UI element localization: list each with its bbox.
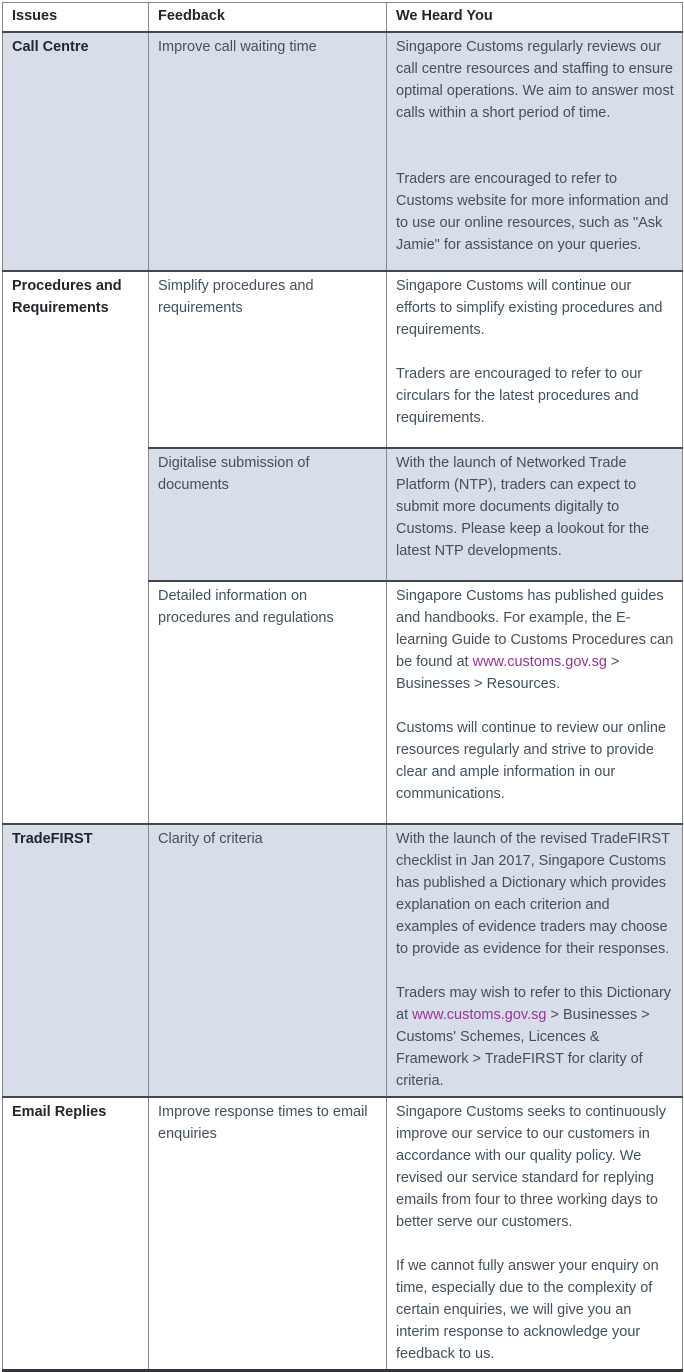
feedback-cell [149, 824, 387, 1097]
feedback-cell [149, 32, 387, 271]
paragraph: With the launch of the revised TradeFIRST checklist in Jan 2017, Singapore Customs has published a Dictionary which provides explanation on each criterion and examples of evidence traders may choose to provide as evidence for their responses. [396, 831, 670, 957]
paragraph: Improve call waiting time [158, 39, 317, 55]
customs-website-link[interactable]: www.customs.gov.sg [472, 654, 607, 670]
feedback-cell [149, 448, 387, 581]
paragraph: Simplify procedures and requirements [158, 278, 314, 316]
paragraph: Detailed information on procedures and regulations [158, 588, 334, 626]
paragraph: Traders may wish to refer to this Dictionary at www.customs.gov.sg > Businesses > Customs' Schemes, Licences & Framework > TradeFIRST for clarity of criteria. [396, 985, 672, 1089]
table-body [3, 32, 683, 1371]
header-row [3, 3, 683, 33]
response-cell [387, 581, 683, 824]
blank-line [396, 124, 674, 146]
table-row [3, 824, 683, 1097]
blank-line [396, 341, 674, 363]
paragraph: Singapore Customs has published guides and handbooks. For example, the E-learning Guide to Customs Procedures can be found at www.customs.gov.sg > Businesses > Resources. [396, 588, 674, 692]
paragraph: Singapore Customs seeks to continuously improve our service to our customers in accordance with our quality policy. We revised our service standard for replying emails from four to three working days to better serve our customers. [396, 1104, 667, 1230]
response-cell [387, 824, 683, 1097]
paragraph: Traders are encouraged to refer to Customs website for more information and to use our online resources, such as "Ask Jamie" for assistance on your queries. [396, 171, 669, 253]
table-row [3, 32, 683, 271]
response-cell [387, 271, 683, 448]
column-header-feedback: Feedback [149, 3, 387, 33]
response-cell [387, 32, 683, 271]
blank-line [396, 960, 674, 982]
blank-line [396, 1233, 674, 1255]
feedback-cell [149, 271, 387, 448]
response-cell [387, 448, 683, 581]
blank-line [396, 695, 674, 717]
blank-line [396, 146, 674, 168]
table-row [3, 1097, 683, 1371]
paragraph: Clarity of criteria [158, 831, 263, 847]
issue-cell: Procedures and Requirements [3, 271, 149, 824]
issue-cell: TradeFIRST [3, 824, 149, 1097]
paragraph: Traders are encouraged to refer to our circulars for the latest procedures and requirements. [396, 366, 643, 426]
table-row [3, 271, 683, 448]
paragraph: Customs will continue to review our online resources regularly and strive to provide clear and ample information in our communications. [396, 720, 666, 802]
paragraph: Improve response times to email enquiries [158, 1104, 368, 1142]
column-header-issues: Issues [3, 3, 149, 33]
paragraph: Singapore Customs will continue our efforts to simplify existing procedures and requirements. [396, 278, 663, 338]
issue-cell: Call Centre [3, 32, 149, 271]
customs-website-link[interactable]: www.customs.gov.sg [412, 1007, 547, 1023]
column-header-we-heard-you: We Heard You [387, 3, 683, 33]
feedback-cell [149, 1097, 387, 1371]
feedback-table [2, 2, 683, 1372]
paragraph: If we cannot fully answer your enquiry on time, especially due to the complexity of certain enquiries, we will give you an interim response to acknowledge your feedback to us. [396, 1258, 659, 1362]
paragraph: Singapore Customs regularly reviews our call centre resources and staffing to ensure optimal operations. We aim to answer most calls within a short period of time. [396, 39, 674, 121]
feedback-cell [149, 581, 387, 824]
paragraph: With the launch of Networked Trade Platform (NTP), traders can expect to submit more documents digitally to Customs. Please keep a lookout for the latest NTP developments. [396, 455, 650, 559]
response-cell [387, 1097, 683, 1371]
issue-cell: Email Replies [3, 1097, 149, 1371]
paragraph: Digitalise submission of documents [158, 455, 310, 493]
